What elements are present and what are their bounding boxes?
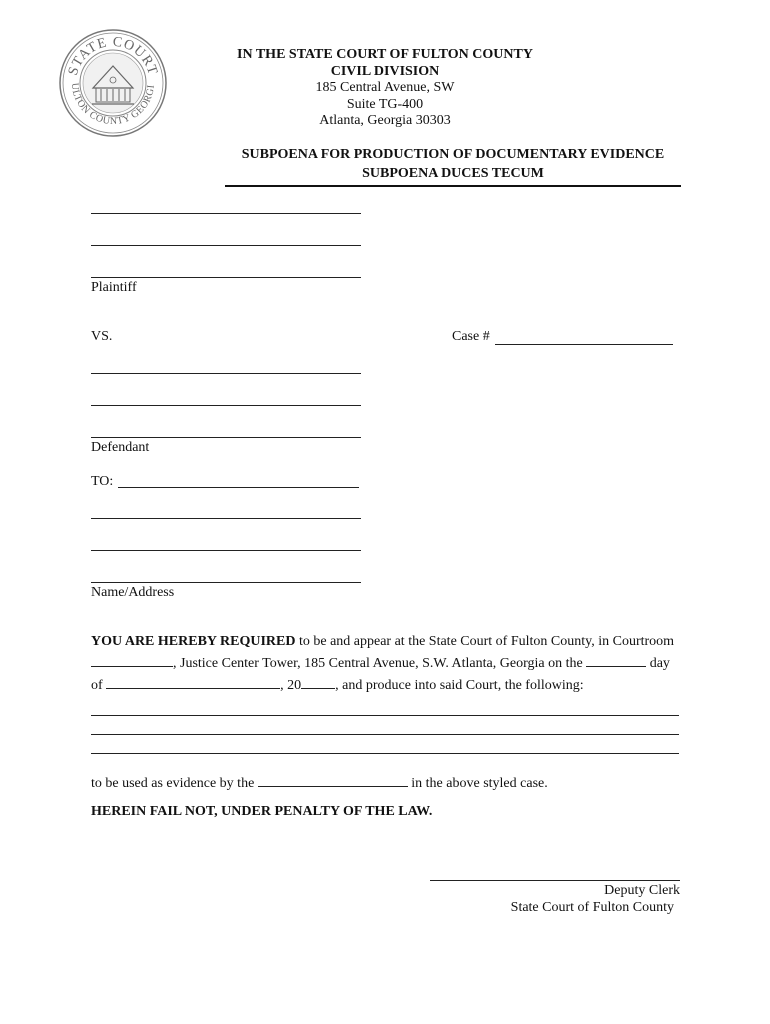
required-text-1: to be and appear at the State Court of Fulton County, in Courtroom (295, 634, 675, 649)
plaintiff-line-2[interactable] (91, 245, 361, 246)
case-number-field[interactable] (495, 344, 673, 345)
recipient-address-line-3[interactable] (91, 582, 361, 583)
month-field[interactable] (106, 674, 280, 689)
signature-line[interactable] (430, 880, 680, 881)
year-field[interactable] (301, 674, 335, 689)
court-seal (58, 28, 168, 138)
defendant-line-2[interactable] (91, 405, 361, 406)
required-bold-text: YOU ARE HEREBY REQUIRED (91, 634, 296, 649)
plaintiff-line-1[interactable] (91, 213, 361, 214)
requirement-line-1 (91, 632, 691, 652)
title-divider (225, 185, 681, 187)
evidence-prefix: to be used as evidence by the (91, 776, 255, 791)
courtroom-field[interactable] (91, 652, 173, 667)
case-number-label: Case # (452, 329, 490, 344)
deputy-clerk-label: Deputy Clerk (604, 883, 680, 898)
of-label: of (91, 678, 103, 693)
penalty-notice: HEREIN FAIL NOT, UNDER PENALTY OF THE LAW. (91, 804, 433, 819)
defendant-line-3[interactable] (91, 437, 361, 438)
seal-top-text: STATE COURT (65, 34, 161, 78)
recipient-name-field[interactable] (118, 487, 359, 488)
required-text-2: , Justice Center Tower, 185 Central Avenue, S.W. Atlanta, Georgia on the (173, 656, 583, 671)
document-title: SUBPOENA FOR PRODUCTION OF DOCUMENTARY EVIDENCE (241, 147, 665, 162)
court-name: IN THE STATE COURT OF FULTON COUNTY (237, 47, 533, 62)
evidence-line-3[interactable] (91, 753, 679, 754)
to-label: TO: (91, 474, 114, 489)
vs-label: VS. (91, 329, 113, 344)
defendant-line-1[interactable] (91, 373, 361, 374)
document-subtitle: SUBPOENA DUCES TECUM (362, 166, 544, 181)
address-line-3: Atlanta, Georgia 30303 (319, 113, 451, 128)
recipient-address-line-1[interactable] (91, 518, 361, 519)
address-line-1: 185 Central Avenue, SW (315, 80, 455, 95)
court-seal-graphic (58, 28, 168, 138)
year-prefix: , 20 (280, 678, 302, 693)
plaintiff-line-3[interactable] (91, 277, 361, 278)
required-text-3: , and produce into said Court, the following: (335, 678, 584, 693)
requirement-line-2 (91, 652, 691, 674)
seal-bottom-text: ULTON COUNTY GEORGI (68, 82, 157, 128)
defendant-label: Defendant (91, 440, 150, 455)
recipient-address-line-2[interactable] (91, 550, 361, 551)
plaintiff-label: Plaintiff (91, 280, 137, 295)
evidence-usage-line (91, 772, 548, 792)
evidence-suffix: in the above styled case. (407, 776, 548, 791)
name-address-label: Name/Address (91, 585, 175, 600)
evidence-line-1[interactable] (91, 715, 679, 716)
day-field[interactable] (586, 652, 646, 667)
division-name: CIVIL DIVISION (330, 64, 440, 79)
party-field[interactable] (258, 772, 408, 787)
clerk-court-label: State Court of Fulton County (510, 900, 674, 915)
requirement-line-3 (91, 674, 691, 696)
requirement-paragraph (91, 632, 691, 696)
day-label: day (649, 656, 670, 671)
address-line-2: Suite TG-400 (346, 97, 424, 112)
evidence-line-2[interactable] (91, 734, 679, 735)
